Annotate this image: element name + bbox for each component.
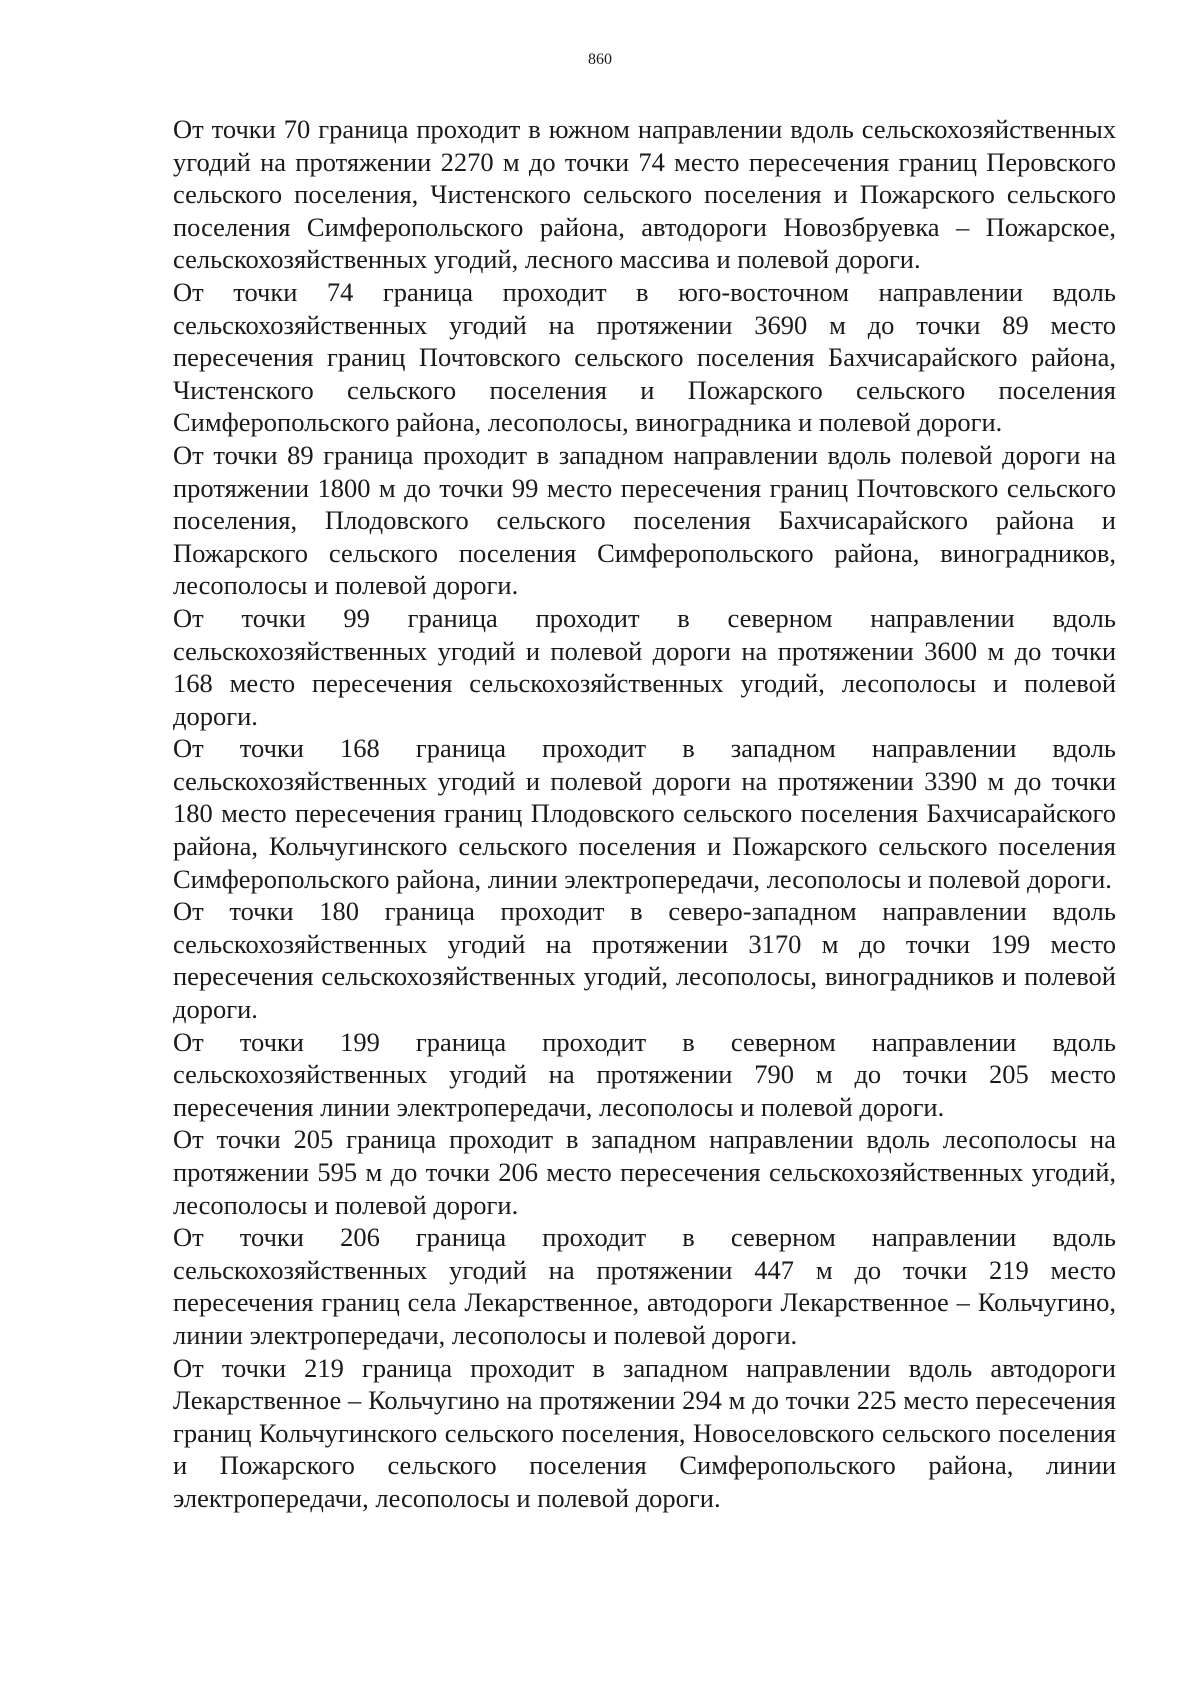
paragraph: От точки 219 граница проходит в западном направлении вдоль автодороги Лекарственное – Кольчугино на протяжении 294 м до точки 225 место пересечения границ Кольчугинского сельского поселения, Новоселовского сельского поселения и Пожарского сельского поселения Симферопольского района, линии электропередачи, лесополосы и полевой дороги. [173, 1352, 1116, 1513]
paragraph: От точки 99 граница проходит в северном направлении вдоль сельскохозяйственных угодий и полевой дороги на протяжении 3600 м до точки 168 место пересечения сельскохозяйственных угодий, лесополосы и полевой дороги. [173, 602, 1116, 731]
paragraph: От точки 205 граница проходит в западном направлении вдоль лесополосы на протяжении 595 м до точки 206 место пересечения сельскохозяйственных угодий, лесополосы и полевой дороги. [173, 1124, 1116, 1220]
page-number: 860 [588, 51, 612, 68]
paragraph: От точки 206 граница проходит в северном направлении вдоль сельскохозяйственных угодий на протяжении 447 м до точки 219 место пересечения границ села Лекарственное, автодороги Лекарственное – Кольчугино, линии электропередачи, лесополосы и полевой дороги. [173, 1222, 1116, 1350]
paragraph: От точки 180 граница проходит в северо-западном направлении вдоль сельскохозяйственных угодий на протяжении 3170 м до точки 199 место пересечения сельскохозяйственных угодий, лесополосы, виноградников и полевой дороги. [173, 896, 1116, 1025]
paragraph: От точки 74 граница проходит в юго-восточном направлении вдоль сельскохозяйственных угодий на протяжении 3690 м до точки 89 место пересечения границ Почтовского сельского поселения Бахчисарайского района, Чистенского сельского поселения и Пожарского сельского поселения Симферопольского района, лесополосы, виноградника и полевой дороги. [173, 276, 1116, 438]
paragraph: От точки 199 граница проходит в северном направлении вдоль сельскохозяйственных угодий на протяжении 790 м до точки 205 место пересечения линии электропередачи, лесополосы и полевой дороги. [173, 1026, 1116, 1122]
document-body [173, 113, 1116, 1515]
paragraph: От точки 89 граница проходит в западном направлении вдоль полевой дороги на протяжении 1800 м до точки 99 место пересечения границ Почтовского сельского поселения, Плодовского сельского поселения Бахчисарайского района и Пожарского сельского поселения Симферопольского района, виноградников, лесополосы и полевой дороги. [173, 439, 1116, 601]
paragraph: От точки 168 граница проходит в западном направлении вдоль сельскохозяйственных угодий и полевой дороги на протяжении 3390 м до точки 180 место пересечения границ Плодовского сельского поселения Бахчисарайского района, Кольчугинского сельского поселения и Пожарского сельского поселения Симферопольского района, линии электропередачи, лесополосы и полевой дороги. [173, 733, 1116, 894]
paragraph: От точки 70 граница проходит в южном направлении вдоль сельскохозяйственных угодий на протяжении 2270 м до точки 74 место пересечения границ Перовского сельского поселения, Чистенского сельского поселения и Пожарского сельского поселения Симферопольского района, автодороги Новозбруевка – Пожарское, сельскохозяйственных угодий, лесного массива и полевой дороги. [173, 114, 1116, 275]
